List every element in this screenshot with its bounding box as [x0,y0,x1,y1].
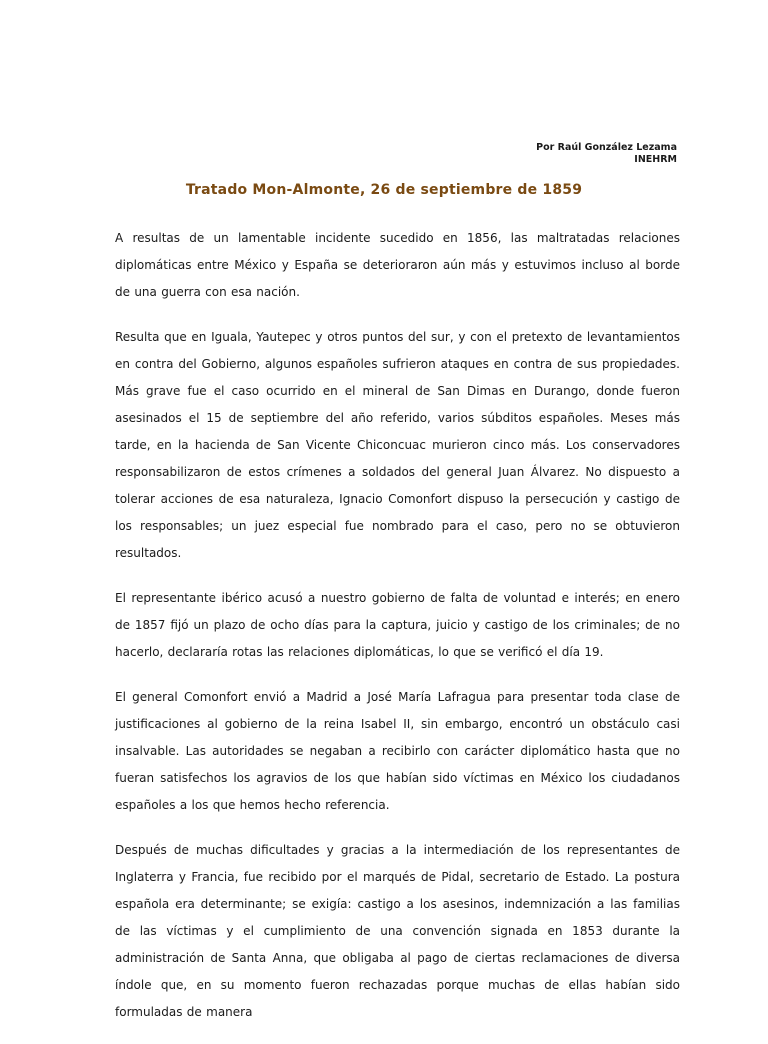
paragraph-3: El representante ibérico acusó a nuestro gobierno de falta de voluntad e interés; en enero de 1857 fijó un plazo de ocho días para la captura, juicio y castigo de los criminales; de no hacerlo, declararía rotas las relaciones diplomáticas, lo que se verificó el día 19. [115,591,680,659]
byline [536,142,677,166]
paragraph-2: Resulta que en Iguala, Yautepec y otros puntos del sur, y con el pretexto de levantamientos en contra del Gobierno, algunos españoles sufrieron ataques en contra de sus propiedades. Más grave fue el caso ocurrido en el mineral de San Dimas en Durango, donde fueron asesinados el 15 de septiembre del año referido, varios súbditos españoles. Meses más tarde, en la hacienda de San Vicente Chiconcuac murieron cinco más. Los conservadores responsabilizaron de estos crímenes a soldados del general Juan Álvarez. No dispuesto a tolerar acciones de esa naturaleza, Ignacio Comonfort dispuso la persecución y castigo de los responsables; un juez especial fue nombrado para el caso, pero no se obtuvieron resultados. [115,330,680,560]
document-body [115,225,680,1044]
document-title: Tratado Mon-Almonte, 26 de septiembre de 1859 [185,182,583,198]
paragraph-1: A resultas de un lamentable incidente sucedido en 1856, las maltratadas relaciones diplomáticas entre México y España se deterioraron aún más y estuvimos incluso al borde de una guerra con esa nación. [115,231,680,299]
author-line: Por Raúl González Lezama [536,142,677,153]
paragraph-4: El general Comonfort envió a Madrid a José María Lafragua para presentar toda clase de justificaciones al gobierno de la reina Isabel II, sin embargo, encontró un obstáculo casi insalvable. Las autoridades se negaban a recibirlo con carácter diplomático hasta que no fueran satisfechos los agravios de los que habían sido víctimas en México los ciudadanos españoles a los que hemos hecho referencia. [115,690,680,812]
institution-line: INEHRM [634,154,677,165]
paragraph-5: Después de muchas dificultades y gracias a la intermediación de los representantes de Inglaterra y Francia, fue recibido por el marqués de Pidal, secretario de Estado. La postura española era determinante; se exigía: castigo a los asesinos, indemnización a las familias de las víctimas y el cumplimiento de una convención signada en 1853 durante la administración de Santa Anna, que obligaba al pago de ciertas reclamaciones de diversa índole que, en su momento fueron rechazadas porque muchas de ellas habían sido formuladas de manera [115,843,680,1019]
